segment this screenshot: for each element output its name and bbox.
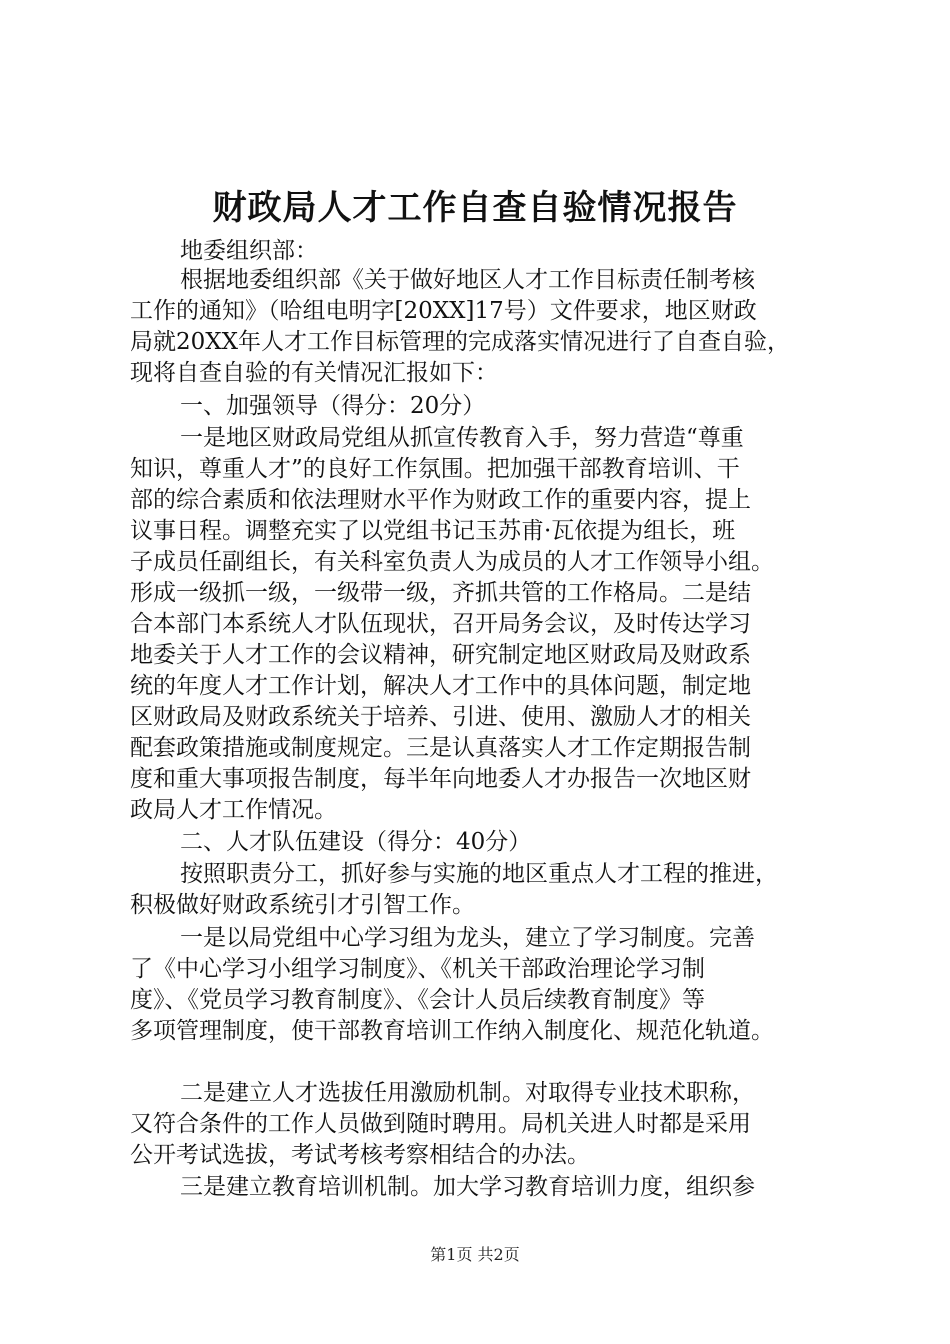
paragraph-line: 地委关于人才工作的会议精神，研究制定地区财政局及财政系 [130,642,751,668]
paragraph-line: 形成一级抓一级，一级带一级，齐抓共管的工作格局。二是结 [130,580,751,606]
paragraph-line: 三是建立教育培训机制。加大学习教育培训力度，组织参 [180,1174,755,1200]
page-footer: 第1页 共2页 [430,1245,520,1264]
paragraph-line: 按照职责分工，抓好参与实施的地区重点人才工程的推进， [180,861,778,887]
paragraph-line: 积极做好财政系统引才引智工作。 [130,892,475,918]
document-title: 财政局人才工作自查自验情况报告 [212,188,738,228]
paragraph-line: 根据地委组织部《关于做好地区人才工作目标责任制考核 [180,267,755,293]
paragraph-line: 多项管理制度，使干部教育培训工作纳入制度化、规范化轨道。 [130,1018,774,1044]
paragraph-line: 局就20XX年人才工作目标管理的完成落实情况进行了自查自验， [130,329,791,355]
paragraph-line: 统的年度人才工作计划，解决人才工作中的具体问题，制定地 [130,673,751,699]
paragraph-line: 度和重大事项报告制度，每半年向地委人才办报告一次地区财 [130,766,751,792]
salutation: 地委组织部： [180,238,318,264]
paragraph-line: 知识，尊重人才”的良好工作氛围。把加强干部教育培训、干 [130,456,740,482]
paragraph-line: 子成员任副组长，有关科室负责人为成员的人才工作领导小组。 [130,549,774,575]
paragraph-line: 一是以局党组中心学习组为龙头，建立了学习制度。完善 [180,925,755,951]
paragraph-line: 度》、《党员学习教育制度》、《会计人员后续教育制度》等 [130,987,705,1013]
paragraph-line: 区财政局及财政系统关于培养、引进、使用、激励人才的相关 [130,704,751,730]
paragraph-line: 公开考试选拔，考试考核考察相结合的办法。 [130,1142,590,1168]
paragraph-line: 部的综合素质和依法理财水平作为财政工作的重要内容，提上 [130,487,751,513]
paragraph-line: 现将自查自验的有关情况汇报如下： [130,360,498,386]
paragraph-line: 又符合条件的工作人员做到随时聘用。局机关进人时都是采用 [130,1111,751,1137]
section-heading: 二、人才队伍建设（得分：40分） [180,829,532,855]
section-heading: 一、加强领导（得分：20分） [180,393,486,419]
paragraph-line: 合本部门本系统人才队伍现状，召开局务会议，及时传达学习 [130,611,751,637]
paragraph-line: 政局人才工作情况。 [130,797,337,823]
paragraph-line: 工作的通知》（哈组电明字[20XX]17号）文件要求，地区财政 [130,298,757,324]
paragraph-line: 了《中心学习小组学习制度》、《机关干部政治理论学习制 [130,956,705,982]
paragraph-line: 议事日程。调整充实了以党组书记玉苏甫·瓦依提为组长，班 [130,518,736,544]
paragraph-line: 二是建立人才选拔任用激励机制。对取得专业技术职称， [180,1080,755,1106]
paragraph-line: 配套政策措施或制度规定。三是认真落实人才工作定期报告制 [130,735,751,761]
paragraph-line: 一是地区财政局党组从抓宣传教育入手，努力营造“尊重 [180,425,744,451]
